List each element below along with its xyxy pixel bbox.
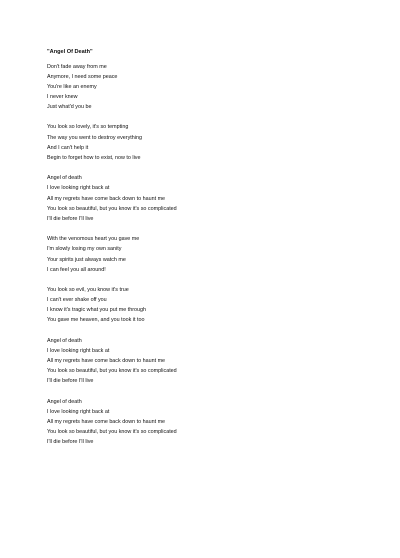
lyric-line: I can feel you all around! <box>47 266 106 273</box>
stanza-1 <box>47 62 400 112</box>
lyrics-body <box>47 62 400 448</box>
lyric-line: You look so beautiful, but you know it's so complicated <box>47 205 177 212</box>
lyric-line: You look so lovely, it's so tempting <box>47 124 129 131</box>
lyric-line: Just what'd you be <box>47 103 92 110</box>
lyric-line: All my regrets have come back down to haunt me <box>47 195 166 202</box>
lyric-line: I'll die before I'll live <box>47 378 94 385</box>
lyric-line: I love looking right back at <box>47 185 110 192</box>
lyric-line: All my regrets have come back down to haunt me <box>47 358 166 365</box>
lyric-line: I'll die before I'll live <box>47 215 94 222</box>
stanza-5 <box>47 285 400 325</box>
lyric-line: And I can't help it <box>47 144 89 151</box>
lyric-line: I love looking right back at <box>47 348 110 355</box>
lyric-line: You look so evil, you know it's true <box>47 287 129 294</box>
lyric-line: Angel of death <box>47 175 82 182</box>
lyric-line: I love looking right back at <box>47 409 110 416</box>
lyric-line: You're like an enemy <box>47 83 97 90</box>
stanza-6 <box>47 336 400 386</box>
song-title: "Angel Of Death" <box>47 49 93 55</box>
lyric-line: You look so beautiful, but you know it's so complicated <box>47 368 177 375</box>
lyric-line: I'll die before I'll live <box>47 439 94 446</box>
lyric-line: I can't ever shake off you <box>47 297 107 304</box>
lyric-line: The way you went to destroy everything <box>47 134 142 141</box>
lyric-line: All my regrets have come back down to haunt me <box>47 419 166 426</box>
lyric-line: Don't fade away from me <box>47 63 107 70</box>
lyric-line: With the venomous heart you gave me <box>47 236 140 243</box>
lyric-line: Your spirits just always watch me <box>47 256 126 263</box>
lyric-line: Anymore, I need some peace <box>47 73 118 80</box>
stanza-2 <box>47 122 400 162</box>
lyric-line: Begin to forget how to exist, now to live <box>47 154 141 161</box>
lyric-line: You look so beautiful, but you know it's so complicated <box>47 429 177 436</box>
stanza-4 <box>47 234 400 274</box>
lyric-line: I'm slowly losing my own sanity <box>47 246 122 253</box>
lyric-line: I never knew <box>47 93 78 100</box>
lyric-line: You gave me heaven, and you took it too <box>47 317 145 324</box>
stanza-7 <box>47 397 400 447</box>
lyric-line: I know it's tragic what you put me through <box>47 307 147 314</box>
stanza-3 <box>47 173 400 223</box>
lyric-line: Angel of death <box>47 338 82 345</box>
lyric-line: Angel of death <box>47 399 82 406</box>
